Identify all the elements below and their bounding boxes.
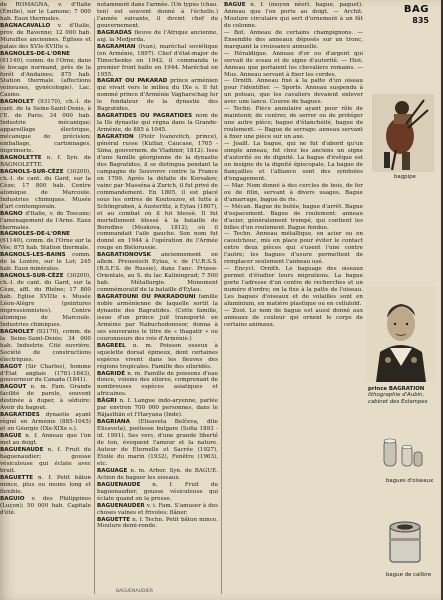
bagpipe-illustration bbox=[372, 94, 434, 172]
entry-headword: BAGUENAUDE bbox=[0, 447, 44, 453]
entry-headword: BAGUETTE bbox=[97, 516, 131, 523]
entry-headword: BAGRAMIAN bbox=[97, 43, 136, 50]
entry-headword: BAGRATIDES bbox=[0, 412, 40, 419]
dictionary-entry bbox=[97, 134, 218, 252]
entry-definition: — Mar. Nom donné à des cercles de bois, de fer ou de filin, servant à divers usages. Bague d'amarrage, bague de ris. bbox=[224, 182, 363, 203]
dictionary-entry bbox=[0, 23, 91, 51]
bird-rings-caption: bagues d'oiseaux bbox=[386, 478, 434, 484]
dictionary-entry bbox=[97, 398, 218, 419]
entry-definition: fleuve de l'Afrique ancienne, auj. la Medjerda. bbox=[97, 29, 218, 43]
dictionary-entry bbox=[0, 412, 91, 433]
entry-definition: famille noble arménienne de laquelle sortit la dynastie des Bagratides. (Cette famille, issue d'un prince juif transporté en Arménie par Nabuchodonosor, donna à ses souverains le titre de « thagatir » ou couronneurs des rois d'Arménie.) bbox=[97, 294, 219, 342]
entry-definition: n. m. Poisson osseux à squelette dorsal épineux, dont certaines espèces vivent dans les fleuves des régions tropicales. Famille des siluridés. bbox=[97, 342, 218, 370]
dictionary-entry bbox=[224, 78, 363, 106]
entry-definition: n. f. Techn. Petit bâton mince. Moulure demi-ronde. bbox=[97, 516, 218, 530]
entry-headword: BAGUENAUDER bbox=[97, 502, 145, 509]
entry-headword: BAGUE bbox=[0, 433, 22, 440]
dictionary-entry bbox=[0, 155, 91, 169]
column-rule-left bbox=[94, 18, 95, 594]
bagration-caption-title: prince BAGRATION bbox=[368, 386, 425, 392]
entry-headword: BAGNOLET bbox=[0, 328, 34, 335]
dictionary-entry bbox=[97, 113, 218, 134]
dictionary-entry bbox=[97, 517, 218, 531]
bagration-caption-note: lithographie d'Aubin, cabinet des Estampes bbox=[368, 392, 428, 405]
dictionary-entry bbox=[97, 503, 218, 517]
entry-definition: — Techn. Anneau métallique, en acier ou en caoutchouc, mis en place pour éviter le contact entre deux pièces qui s'usent l'une contre l'autre; les bagues d'usure permettent de remplacer seulement l'anneau usé. bbox=[224, 231, 363, 266]
entry-definition: — Joaill. La bague, qui ne fut d'abord qu'un simple anneau, fut chez les anciens un signe d'autorité ou de dignité. La bague d'évêque est un insigne de la dignité épiscopale. La bague de fiançailles et l'alliance sont des symboles d'engagement. bbox=[224, 141, 363, 182]
dictionary-entry bbox=[224, 266, 363, 308]
dictionary-entry bbox=[0, 231, 91, 252]
entry-definition: comm. de la Lozère, sur le Lot; 245 hab. Eaux minérales. bbox=[0, 252, 91, 273]
dictionary-entry bbox=[97, 252, 218, 294]
column-rule-right bbox=[221, 18, 222, 594]
entry-definition: n. m. Famille de poissons d'eau douce, voisins des silures, comprenant de nombreuses espèces asiatiques et africaines. bbox=[97, 370, 219, 398]
entry-definition: (Piotr Ivanovitch, prince), général russe (Kizliar, Caucase, 1765 - Sima, gouvernem. de Vladimir, 1812). Issu d'une famille géorgienne de la dynastie des Bagratides, il se distingua pendant la campagne de Souvorov contre la France en 1799. Après la défaite de Korsakov, vainc par Masséna à Zurich, il fut privé de commandement. En 1805, il est placé sous les ordres de Koutouzov, et lutte à Schöngraben, à Austerlitz, à Eylau (1807), et au combat où il fut blessé. Il fut mortellement blessé à la bataille de Borodino (Moskova, 1812), où il commandait l'aile gauche. Son nom fut donné en 1944 à l'opération de l'Armée rouge en Biélorussie. bbox=[97, 134, 218, 252]
entry-definition: v. des Philippines (Luçon); 50 000 hab. Capitale d'été. bbox=[0, 495, 92, 516]
entry-definition: (30200), ch.-l. de cant. du Gard, sur la Cèze; 17 800 hab. Centre atomique de Marcoule. Industries chimiques. Musée d'art contemporain. bbox=[0, 168, 91, 210]
dictionary-entry bbox=[224, 308, 363, 329]
entry-definition: n. f. Fruit du baguenaudier; gousse vésiculeuse qui éclate avec bruit. bbox=[0, 447, 91, 474]
dictionary-entry bbox=[0, 364, 91, 385]
entry-headword: BAGRATIDES OU PAGRATIDES bbox=[97, 113, 193, 120]
entry-definition: n. m. Fam. Grande facilité de parole, souvent destinée à duper, à séduire: Avoir du bagout. bbox=[0, 384, 92, 412]
entry-headword: BÂGRI bbox=[97, 398, 117, 405]
dictionary-entry bbox=[0, 384, 91, 412]
entry-headword: BAGNOLETTE bbox=[0, 154, 42, 161]
entry-definition: notamment dans l'armée. (Un typus (chao. ten) est souvent donné à l'échelle.) l'année suivante, il devint chef du gouvernement. bbox=[97, 2, 218, 29]
entry-headword: BAGOT bbox=[0, 363, 22, 370]
entry-definition: n. f. Petit bâton mince, plus ou moins long et flexible. bbox=[0, 474, 92, 495]
entry-definition: n. m. Arbor. Syn. de BAGUE. Action de baguer les oiseaux. bbox=[97, 467, 218, 481]
dictionary-entry bbox=[0, 51, 91, 100]
entry-headword: BAGRATION bbox=[97, 134, 134, 141]
bird-rings-illustration bbox=[376, 436, 426, 476]
entry-definition: (30200), ch.-l. de cant. du Gard, sur la Cèze, affl. du Rhône; 17 800 hab. Eglise XVIIIe s. Musée Léon-Alègre (peintures impressionnistes). Centre atomique de Marcoule. Industries chimiques. bbox=[0, 273, 91, 328]
dictionary-entry bbox=[0, 273, 91, 329]
entry-headword: BAGNOLS-LES-BAINS bbox=[0, 252, 66, 259]
dictionary-entry bbox=[224, 183, 363, 204]
dictionary-entry bbox=[0, 447, 91, 475]
bagpipe-caption: bagpipe bbox=[394, 174, 416, 180]
entry-headword: BAGUE bbox=[224, 2, 246, 8]
bagration-caption bbox=[368, 386, 441, 405]
entry-definition: (93170), ch.-l. de cant. de la Seine-Saint-Denis, à l'E. de Paris; 34 000 hab. Industrie mécanique; appareillage électrique, mécanique de précision; emballage, cartonnages, imprimerie. bbox=[0, 99, 91, 155]
entry-definition: (61140), comm. de l'Orne sur la Vée; 875 hab. Station thermale. bbox=[0, 238, 91, 252]
entry-headword: BAGREEL bbox=[97, 342, 126, 349]
entry-definition: n. f. Syn. de BAGNOLETTE. bbox=[0, 154, 91, 168]
dictionary-entry bbox=[97, 44, 218, 79]
dictionary-entry bbox=[0, 211, 91, 232]
entry-headword: BAGRADAS bbox=[97, 29, 132, 36]
dictionary-entry bbox=[0, 329, 91, 364]
entry-headword: BAGRAT OU PAKARAD bbox=[97, 78, 168, 85]
text-column-3 bbox=[224, 2, 363, 329]
dictionary-entry bbox=[97, 30, 218, 44]
dictionary-entry bbox=[97, 371, 218, 399]
footer-word: BAGUENAUDIER bbox=[116, 589, 153, 594]
entry-definition: d'Italie, v. de Toscane; l'aménagement de l'Arno. Eaux thermales. bbox=[0, 210, 91, 231]
entry-definition: n. f. Fruit du baguenaudier, gousse vésiculeuse qui éclate quand on la presse. bbox=[97, 481, 218, 502]
text-column-1 bbox=[0, 2, 91, 517]
entry-definition: (61140), comm. de l'Orne, dans le bocage normand, près de la forêt d'Andaines; 875 hab. Station thermale (affections veineuses, gynécologie). Lac. Casino. bbox=[0, 57, 91, 99]
entry-definition: dynastie ayant régné en Arménie (885-1045) et en Géorgie (IXe-XIXe s.). bbox=[0, 412, 92, 433]
entry-headword: BAGUAGE bbox=[97, 467, 128, 474]
entry-definition: v. d'Italie, prov. de Ravenne; 12 000 hab. Murailles anciennes. Églises et palais des XVIe-XVIIIe s. bbox=[0, 22, 91, 50]
entry-definition: n. f. Anneau que l'on met au doigt. bbox=[0, 433, 91, 447]
dictionary-entry bbox=[224, 51, 363, 79]
entry-definition: — Héraldique. Anneau d'or ou d'argent qui servait de sceau et de signe d'autorité. — Hist. Anneau que portaient les chevaliers romains. — Mus. Anneau servant à fixer les cordes. bbox=[224, 50, 363, 78]
entry-headword: BAGNOLS-SUR-CÈZE bbox=[0, 273, 64, 280]
running-head-word: BAG bbox=[403, 4, 429, 15]
entry-headword: BAGOUT bbox=[0, 384, 27, 391]
entry-headword: BAGRATIONOVSK bbox=[97, 252, 152, 259]
entry-definition: — Mécan. Bague de butée, bague d'arrêt. Bague d'espacement. Bague de roulement: anneau d'acier, généralement trempé, qui contient les billes d'un roulement. Bague fendue. bbox=[224, 203, 363, 231]
entry-headword: BAGNOLS-SUR-CÈZE bbox=[0, 168, 64, 175]
gauge-ring-caption: bague de calibre bbox=[386, 572, 432, 578]
entry-headword: BAGUETTE bbox=[0, 474, 34, 481]
page-number: 835 bbox=[412, 16, 429, 25]
entry-definition: n. f. Langue indo-aryenne, parlée par environ 700 000 personnes, dans le Rājasthān et l'Haryana (Inde). bbox=[97, 398, 219, 419]
entry-definition: — Zool. Le nom de bague est aussi donné aux anneaux de couleur qui ornent le corps de certains animaux. bbox=[224, 307, 363, 328]
entry-definition: — Ornith. Anneau fixé à la patte d'un oiseau pour l'identifier. — Sports. Anneau suspendu à un poteau, que les cavaliers devaient enlever avec une lance. Course de bagues. bbox=[224, 78, 363, 106]
entry-definition: — Techn. Pièce annulaire ayant pour rôle de maintenir, de centrer, de serrer ou de protéger une autre pièce; bague d'étanchéité, bague de roulement. — Bague de serrage: anneau servant à fixer une pièce sur un axe. bbox=[224, 106, 363, 141]
entry-headword: BAGUENAUDE bbox=[97, 481, 141, 488]
entry-headword: BAGUIO bbox=[0, 495, 25, 502]
entry-definition: (Ivan), maréchal soviétique (en Arménie, 1897). Chef d'état-major de Timochenko en 1942, il commanda le premier front balte en 1944. Maréchal en 1955. bbox=[97, 43, 218, 78]
entry-headword: BAGRIANA bbox=[97, 419, 130, 426]
dictionary-entry bbox=[0, 252, 91, 273]
dictionary-entry bbox=[97, 78, 218, 113]
entry-definition: anciennement en allem. Preussisch Eylau, v. de l'U.R.S.S. (R.S.F.S. de Russie), dans l'anc. Prusse-Orientale, au S. du lac Kaliningrad; 7 500 hab. Métallurgie. Monument commémoratif de la bataille d'Eylau. bbox=[97, 252, 218, 294]
dictionary-entry bbox=[0, 99, 91, 155]
dictionary-entry bbox=[97, 419, 218, 468]
entry-definition: nom de la IIe dynastie qui régna dans la Grande-Arménie, de 885 à 1045. bbox=[97, 113, 218, 134]
dictionary-entry bbox=[224, 30, 363, 51]
entry-definition: — Bot. Anneau de certains champignons. — Ensemble des anneaux déposés sur un tronc, marquant la croissance annuelle. bbox=[224, 29, 363, 50]
dictionary-entry bbox=[224, 2, 363, 30]
dictionary-entry bbox=[97, 468, 218, 482]
entry-headword: BAGRATOUNI OU PAKRADOUNI bbox=[97, 294, 196, 301]
dictionary-entry bbox=[0, 2, 91, 23]
dictionary-entry bbox=[0, 496, 91, 517]
entry-headword: BAGRIDÉ bbox=[97, 370, 126, 377]
entry-definition: (Elisaveta Belčeva, dite Elisaveta), poétesse bulgare (Sofia 1893 - id. 1991). Ses vers, d'une grande liberté de ton, évoquent l'amour et la nature. Auteur de Éternelle et Sacrée (1927), Étoile du marin (1932), Fenêtre (1963), etc. bbox=[97, 419, 218, 467]
dictionary-entry bbox=[97, 482, 218, 503]
gauge-ring-illustration bbox=[384, 520, 426, 568]
dictionary-entry bbox=[224, 141, 363, 183]
dictionary-entry bbox=[0, 169, 91, 211]
dictionary-entry bbox=[224, 231, 363, 266]
entry-headword: BAGNOLET bbox=[0, 99, 34, 106]
dictionary-entry bbox=[0, 433, 91, 447]
entry-definition: v. i. Fam. S'amuser à des choses vaines et frivoles; flâner. bbox=[97, 502, 218, 516]
entry-headword: BAGNACAVALLO bbox=[0, 22, 51, 29]
entry-definition: — Encycl. Ornith. Le baguage des oiseaux permet d'étudier leurs migrations. La bague porte l'adresse d'un centre de recherches et un numéro d'ordre; on la fixe à la patte de l'oiseau. Les bagues d'oiseaux et de volailles sont en aluminium, en matière plastique ou en celluloïd. bbox=[224, 266, 363, 307]
entry-headword: BAGNOLES-DE-L'ORNE bbox=[0, 50, 70, 57]
entry-headword: BAGNOLES-DE-L'ORNE bbox=[0, 231, 70, 238]
entry-definition: (Sir Charles), homme d'État anglais (1781-1843), gouverneur du Canada (1841). bbox=[0, 363, 91, 384]
dictionary-entry bbox=[224, 106, 363, 141]
entry-headword: BAGNO bbox=[0, 210, 23, 217]
dictionary-entry bbox=[97, 343, 218, 371]
text-column-2 bbox=[97, 2, 218, 530]
bagration-portrait bbox=[366, 286, 436, 382]
dictionary-entry bbox=[97, 2, 218, 30]
entry-definition: de ROMAGNA, v. d'Italie (Émilie), sur le Lamone; 7 000 hab. Eaux thermales. bbox=[0, 2, 91, 22]
dictionary-entry bbox=[224, 204, 363, 232]
dictionary-entry bbox=[97, 294, 218, 343]
entry-definition: (93170), comm. de la Seine-Saint-Denis; 34 000 hab. Industrie. Cité ouvrière. Société de constructions électriques. bbox=[0, 328, 91, 363]
entry-definition: prince arménien qui vivait vers le milieu du IXe s. Il fut nommé prince d'Arménie Vagharschag Ier le fondateur de la dynastie des Bagratides. bbox=[97, 78, 219, 113]
entry-definition: n. f. (moyen néerl. bague, paquet). Anneau que l'on porte au doigt. — Archit. Moulure circulaire qui sert d'ornement à un fût de colonne. bbox=[224, 2, 363, 29]
dictionary-entry bbox=[0, 475, 91, 496]
